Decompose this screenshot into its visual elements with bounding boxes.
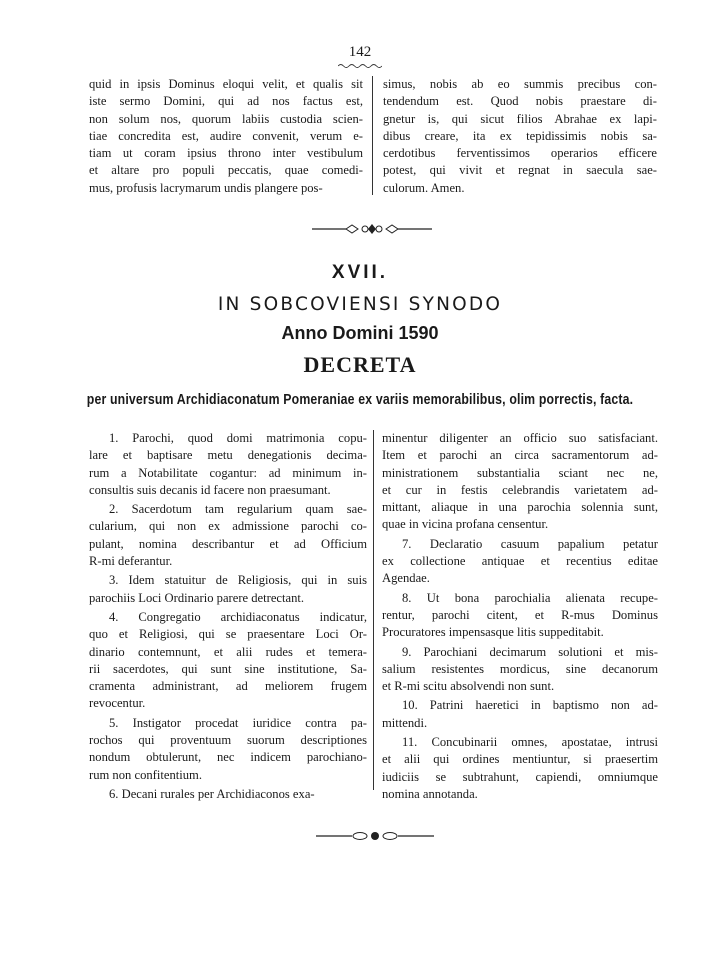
column-divider-top xyxy=(372,76,373,195)
text-line: Procuratores impensasque litis suppeditabit. xyxy=(382,625,604,640)
text-line: rii sacerdotes, qui sunt sine institutione, Sa- xyxy=(89,661,367,676)
decree-paragraph-6 xyxy=(89,786,367,803)
text-line: nondum obtulerunt, nec indicem parochiano- xyxy=(89,750,367,765)
section-number: XVII. xyxy=(331,262,389,283)
text-line: 3. Idem statuitur de Religiosis, qui in suis xyxy=(109,573,367,588)
preceding-text-left-column xyxy=(89,76,363,197)
decree-paragraph-2 xyxy=(89,501,367,570)
text-line: et alii qui ordines mentiuntur, si praesertim xyxy=(382,752,658,767)
column-divider-bottom xyxy=(373,430,374,790)
text-line: rochos qui proventuum suorum descriptiones xyxy=(89,733,367,748)
text-line: ministrationem substantialia sciant nec ne, xyxy=(382,465,658,480)
text-line: rentur, parochi citent, et R-mus Dominus xyxy=(382,607,658,622)
preceding-text-right-column xyxy=(383,76,657,197)
text-line: 5. Instigator procedat iuridice contra pa- xyxy=(109,715,367,730)
text-line: tendendum est. Quod nobis praestare di- xyxy=(383,94,657,109)
text-line: salium resistentes mordicus, sine decanorum xyxy=(382,661,658,676)
decree-paragraph-6-cont xyxy=(382,430,658,534)
text-line: 2. Sacerdotum tam regularium quam sae- xyxy=(109,502,367,517)
text-line: et R-mi scitu absolvendi non sunt. xyxy=(382,679,555,694)
text-line: rum non confitentium. xyxy=(89,767,202,782)
decrees-right-column xyxy=(382,430,658,803)
text-line: 4. Congregatio archidiaconatus indicatur, xyxy=(109,609,367,624)
text-line: mittant, aliaque in una parochia solennia sunt, xyxy=(382,500,658,515)
text-line: Agendae. xyxy=(382,571,430,586)
text-line: 8. Ut bona parochialia alienata recupe- xyxy=(402,590,658,605)
text-line: revocentur. xyxy=(89,696,146,711)
text-line: iste sermo Domini, qui ad nos factus est, xyxy=(89,94,363,109)
decree-paragraph-9 xyxy=(382,644,658,696)
text-line: quae in vicina profana censentur. xyxy=(382,517,549,532)
decree-paragraph-7 xyxy=(382,536,658,588)
text-line: parochiis Loci Ordinario parere detrectant. xyxy=(89,590,305,605)
text-line: gnetur is, qui sicut filios Abrahae ex lapi- xyxy=(383,111,657,126)
text-line: non solum nos, quorum labiis custodia scien- xyxy=(89,111,363,126)
decrees-left-column xyxy=(89,430,367,803)
text-line: rum a Notabilitate cogantur: ad minimum in- xyxy=(89,465,367,480)
text-line: ex collectione antiquae et recentius editae xyxy=(382,554,658,569)
text-line: 1. Parochi, quod domi matrimonia copu- xyxy=(109,431,367,445)
end-divider-ornament xyxy=(316,829,434,843)
decree-paragraph-3 xyxy=(89,572,367,607)
text-line: et cur in festis celebrandis varietatem ad- xyxy=(382,482,658,497)
text-line: nomina annotanda. xyxy=(382,786,478,801)
text-line: cerdotibus ferventissimos operarios efficere xyxy=(383,146,657,161)
text-line: mittendi. xyxy=(382,715,428,730)
text-line: 6. Decani rurales per Archidiaconos exa- xyxy=(109,786,315,801)
decree-paragraph-5 xyxy=(89,715,367,784)
text-line: dinario contemnunt, et alii rudes et temera- xyxy=(89,644,367,659)
text-line: culorum. Amen. xyxy=(383,180,465,195)
text-line: potest, qui vivit et regnat in saecula sae- xyxy=(383,163,657,178)
text-line: 9. Parochiani decimarum solutioni et mis- xyxy=(402,644,658,659)
decree-paragraph-8 xyxy=(382,590,658,642)
text-line: pulant, nomina describantur et ad Officium xyxy=(89,536,367,551)
text-line: tiam ut coram ipsius throno inter vestibulum xyxy=(89,146,363,161)
decree-paragraph-10 xyxy=(382,697,658,732)
text-line: quo et Religiosi, qui se praesentare Loci Or- xyxy=(89,627,367,642)
decree-paragraph-4 xyxy=(89,609,367,713)
synod-year: Anno Domini 1590 xyxy=(281,323,439,343)
text-line: et altare pro populi peccatis, quae comedi- xyxy=(89,163,363,178)
text-line: lare et baptisare metu denegationis decima- xyxy=(89,448,367,463)
text-line: consultis suis decanis id facere non praesumant. xyxy=(89,482,331,497)
text-line: 11. Concubinarii omnes, apostatae, intrusi xyxy=(402,735,658,750)
text-line: Item et parochi an circa sacramentorum ad- xyxy=(382,448,658,463)
page-number: 142 xyxy=(348,44,372,60)
decree-paragraph-11 xyxy=(382,734,658,803)
text-line: dibus creare, ita ex tepidissimis nobis sa- xyxy=(383,128,657,143)
text-line: mus, profusis lacrymarum undis plangere pos- xyxy=(89,180,323,195)
text-line: R-mi deferantur. xyxy=(89,554,173,569)
text-line: tiae concredita est, audire convenit, verum e- xyxy=(89,128,363,143)
section-divider-ornament xyxy=(312,222,432,236)
text-line: 10. Patrini haeretici in baptismo non ad- xyxy=(402,698,658,713)
text-line: simus, nobis ab eo summis precibus con- xyxy=(383,77,657,91)
text-line: cularium, qui non ex admissione parochi co- xyxy=(89,519,367,534)
text-line: iudiciis se subtrahunt, capiendi, omniumque xyxy=(382,769,658,784)
wave-underline-ornament xyxy=(338,63,382,69)
text-line: minentur diligenter an officio suo satisfaciant. xyxy=(382,431,658,445)
decree-paragraph-1 xyxy=(89,430,367,499)
synod-title: IN SOBCOVIENSI SYNODO xyxy=(217,294,503,315)
text-line: cramenta administrant, ad meliorem frugem xyxy=(89,679,367,694)
text-line: quid in ipsis Dominus eloqui velit, et qualis sit xyxy=(89,77,363,91)
decreta-title: DECRETA xyxy=(303,352,417,377)
decreta-subtitle: per universum Archidiaconatum Pomeraniae ex variis memorabilibus, olim porrectis, facta. xyxy=(86,391,634,408)
text-line: 7. Declaratio casuum papalium petatur xyxy=(402,536,658,551)
